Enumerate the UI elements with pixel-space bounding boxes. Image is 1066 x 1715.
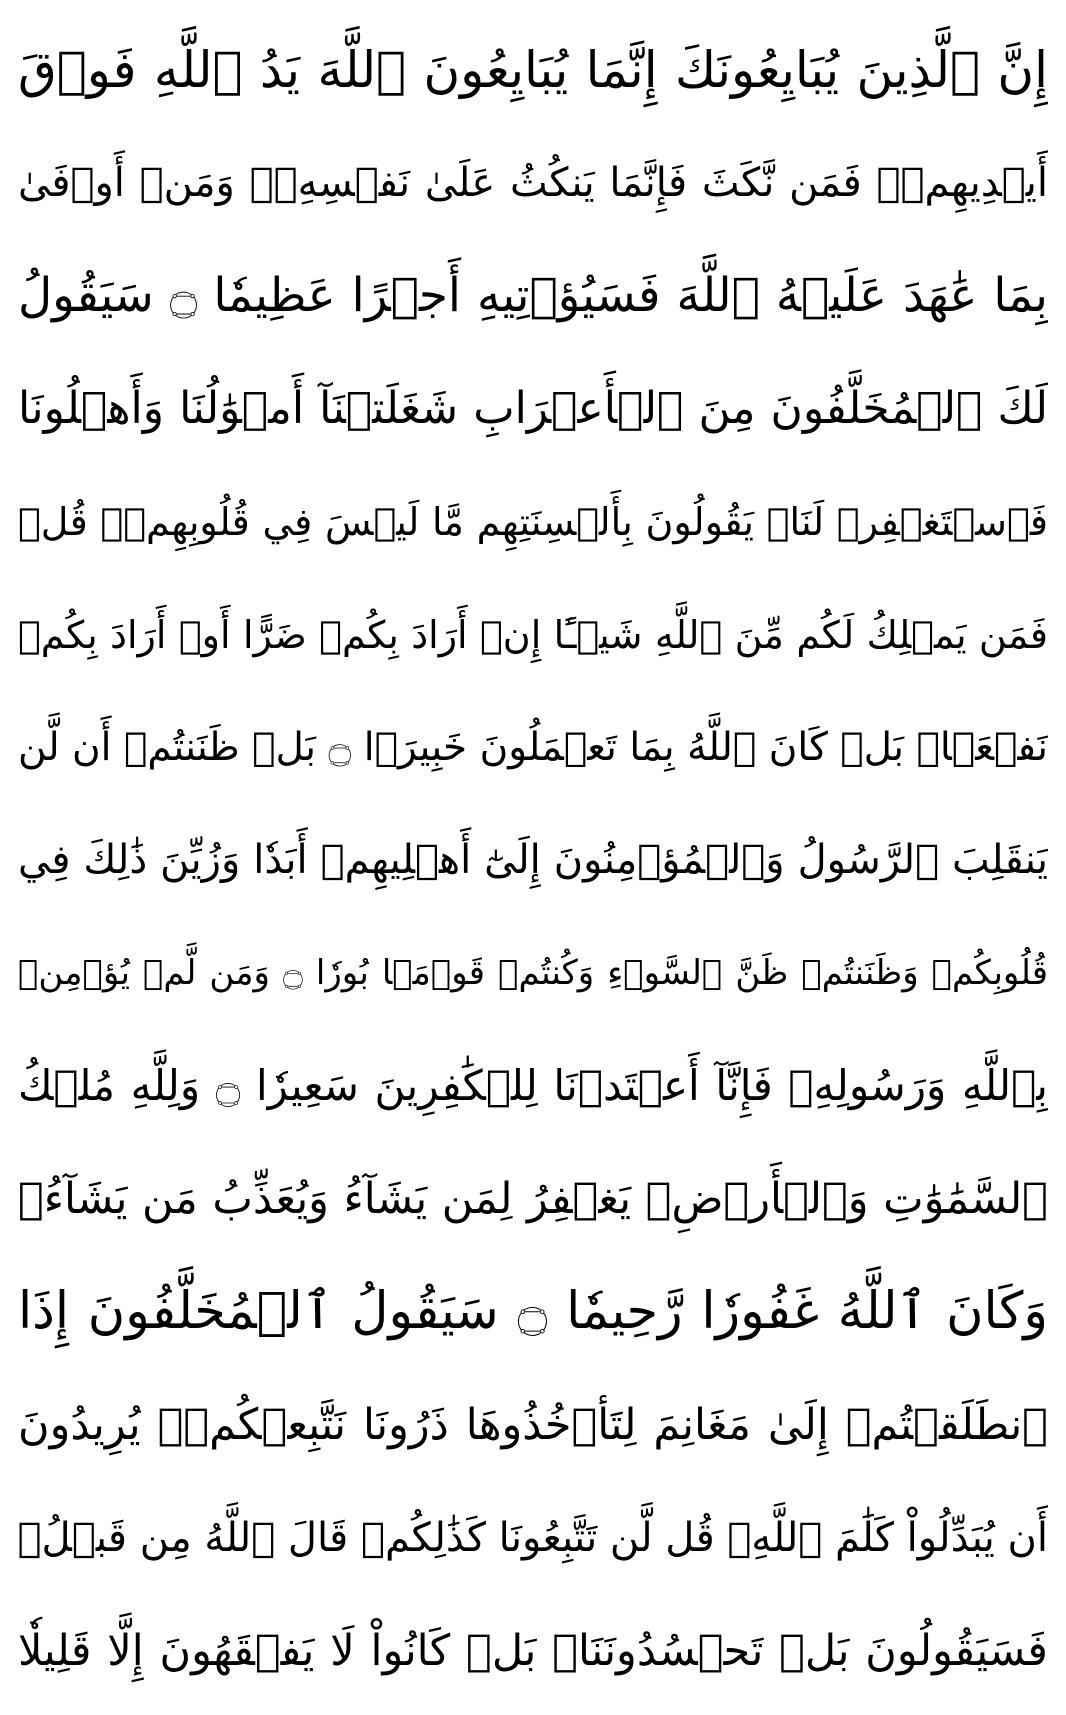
- verse-line: لَكَ ٱلۡمُخَلَّفُونَ مِنَ ٱلۡأَعۡرَابِ شَغَلَتۡنَآ أَمۡوَٰلُنَا وَأَهۡلُونَا: [18, 382, 1048, 434]
- verse-line: إِنَّ ٱلَّذِينَ يُبَايِعُونَكَ إِنَّمَا يُبَايِعُونَ ٱللَّهَ يَدُ ٱللَّهِ فَوۡقَ: [18, 41, 1048, 99]
- verse-line: أَيۡدِيهِمۡۚ فَمَن نَّكَثَ فَإِنَّمَا يَنكُثُ عَلَىٰ نَفۡسِهِۦۖ وَمَنۡ أَوۡفَىٰ: [18, 159, 1048, 206]
- verse-line: نَفۡعَۢاۚ بَلۡ كَانَ ٱللَّهُ بِمَا تَعۡمَلُونَ خَبِيرَۢا ۝ بَلۡ ظَنَنتُمۡ أَن لَّن: [18, 724, 1048, 770]
- verse-line: بِٱللَّهِ وَرَسُولِهِۦ فَإِنَّآ أَعۡتَدۡنَا لِلۡكَٰفِرِينَ سَعِيرٗا ۝ وَلِلَّهِ مُلۡكُ: [18, 1061, 1048, 1111]
- verse-line: أَن يُبَدِّلُواْ كَلَٰمَ ٱللَّهِۚ قُل لَّن تَتَّبِعُونَا كَذَٰلِكُمۡ قَالَ ٱللَّهُ مِن قَبۡلُۖ: [18, 1514, 1048, 1561]
- verse-line: بِمَا عَٰهَدَ عَلَيۡهُ ٱللَّهَ فَسَيُؤۡتِيهِ أَجۡرًا عَظِيمٗا ۝ سَيَقُولُ: [18, 267, 1048, 323]
- verse-line: يَنقَلِبَ ٱلرَّسُولُ وَٱلۡمُؤۡمِنُونَ إِلَىٰٓ أَهۡلِيهِمۡ أَبَدٗا وَزُيِّنَ ذَٰلِكَ فِي: [18, 837, 1048, 884]
- verse-line: فَسَيَقُولُونَ بَلۡ تَحۡسُدُونَنَاۚ بَلۡ كَانُواْ لَا يَفۡقَهُونَ إِلَّا قَلِيلٗا: [18, 1625, 1048, 1676]
- verse-line: وَكَانَ ٱللَّهُ غَفُورٗا رَّحِيمٗا ۝ سَيَقُولُ ٱلۡمُخَلَّفُونَ إِذَا: [18, 1282, 1048, 1342]
- verse-line: فَمَن يَمۡلِكُ لَكُم مِّنَ ٱللَّهِ شَيۡـًٔا إِنۡ أَرَادَ بِكُمۡ ضَرًّا أَوۡ أَرَادَ بِكُمۡ: [18, 612, 1048, 657]
- verse-line: ٱنطَلَقۡتُمۡ إِلَىٰ مَغَانِمَ لِتَأۡخُذُوهَا ذَرُونَا نَتَّبِعۡكُمۡۖ يُرِيدُونَ: [18, 1400, 1048, 1451]
- verse-line: فَٱسۡتَغۡفِرۡ لَنَاۚ يَقُولُونَ بِأَلۡسِنَتِهِم مَّا لَيۡسَ فِي قُلُوبِهِمۡۚ قُلۡ: [18, 499, 1048, 544]
- verse-line: ٱلسَّمَٰوَٰتِ وَٱلۡأَرۡضِۚ يَغۡفِرُ لِمَن يَشَآءُ وَيُعَذِّبُ مَن يَشَآءُۚ: [18, 1174, 1048, 1225]
- verse-line: قُلُوبِكُمۡ وَظَنَنتُمۡ ظَنَّ ٱلسَّوۡءِ وَكُنتُمۡ قَوۡمَۢا بُورٗا ۝ وَمَن لَّمۡ يُؤۡمِنۢ: [18, 953, 1048, 994]
